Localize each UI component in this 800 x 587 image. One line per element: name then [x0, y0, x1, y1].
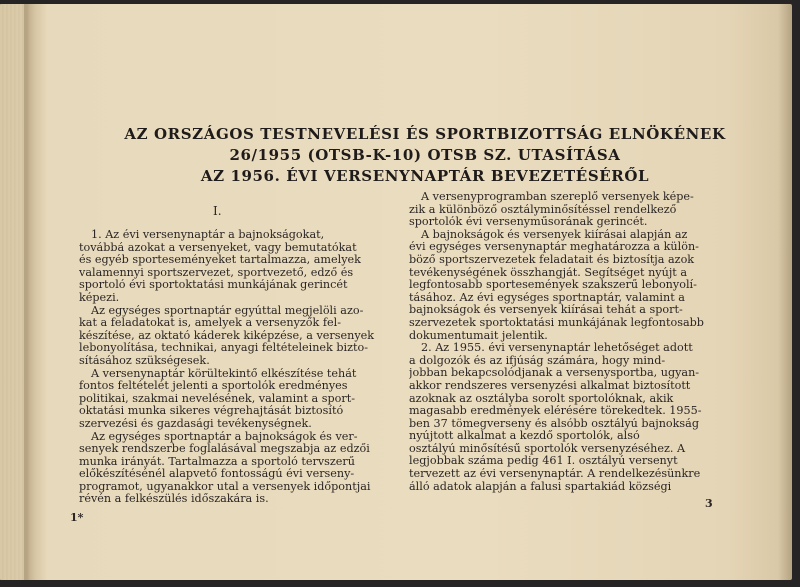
text-line: 2. Az 1955. évi versenynaptár lehetőséget adott: [421, 342, 693, 355]
text-line: 1. Az évi versenynaptár a bajnokságokat,: [91, 229, 325, 241]
text-line: lebonyolítása, technikai, anyagi feltételeinek bizto-: [79, 342, 369, 355]
text-line: sportoló évi sportoktatási munkájának gerincét: [79, 279, 348, 292]
text-line: tásához. Az évi egységes sportnaptár, valamint a: [409, 291, 685, 304]
text-line: senyek rendszerbe foglalásával megszabja az edzői: [79, 443, 370, 456]
text-line: előkészítésénél alapvető fontosságú évi verseny-: [79, 468, 355, 481]
text-line: továbbá azokat a versenyeket, vagy bemutatókat: [79, 241, 357, 254]
page-edges: [0, 4, 24, 580]
text-line: legfontosabb sportesemények szakszerű lebonyolí-: [409, 279, 697, 292]
text-line: zik a különböző osztályminősítéssel rendelkező: [409, 203, 677, 216]
document-title: [60, 124, 790, 187]
text-line: Az egységes sportnaptár a bajnokságok és ver-: [91, 430, 358, 443]
text-line: dokumentumait jelentik.: [409, 329, 548, 342]
title-line: AZ ORSZÁGOS TESTNEVELÉSI ÉS SPORTBIZOTTSÁG ELNÖKÉNEK: [124, 125, 726, 143]
text-line: készítése, az oktató káderek kiképzése, a versenyek: [79, 329, 375, 342]
text-line: szervezési és gazdasági tevékenységnek.: [79, 417, 312, 430]
page-number-left: 1*: [70, 511, 84, 524]
text-line: A versenyprogramban szereplő versenyek képe-: [421, 191, 694, 203]
text-line: álló adatok alapján a falusi spartakiád községi: [409, 480, 672, 493]
text-line: jobban bekapcsolódjanak a versenysportba, ugyan-: [409, 367, 700, 380]
text-line: böző sportszervezetek feladatait és biztosítja azok: [409, 253, 695, 266]
section-heading: I.: [213, 204, 222, 218]
text-line: valamennyi sportszervezet, sportvezető, edző és: [79, 266, 354, 279]
text-line: oktatási munka sikeres végrehajtását biztosító: [79, 405, 344, 418]
text-line: akkor rendszeres versenyzési alkalmat biztosított: [409, 379, 691, 392]
text-line: évi egységes versenynaptár meghatározza a külön-: [409, 241, 699, 254]
text-line: azoknak az osztályba sorolt sportolóknak, akik: [409, 392, 674, 405]
left-column-text: [79, 229, 385, 506]
text-line: bajnokságok és versenyek kiírásai tehát a sport-: [409, 304, 683, 317]
text-line: és egyéb sporteseményeket tartalmazza, amelyek: [79, 254, 361, 267]
text-line: programot, ugyanakkor utal a versenyek időpontjai: [79, 480, 371, 493]
text-line: képezi.: [79, 291, 120, 304]
text-line: A bajnokságok és versenyek kiírásai alapján az: [421, 228, 688, 241]
text-line: magasabb eredmények elérésére törekedtek. 1955-: [409, 405, 702, 418]
title-line: AZ 1956. ÉVI VERSENYNAPTÁR BEVEZETÉSÉRŐL: [200, 167, 650, 185]
text-line: tevékenységének összhangját. Segítséget nyújt a: [409, 266, 688, 279]
text-line: A versenynaptár körültekintő elkészítése tehát: [91, 367, 357, 380]
text-line: Az egységes sportnaptár egyúttal megjelöli azo-: [91, 304, 364, 317]
text-line: révén a felkészülés időszakára is.: [79, 493, 269, 506]
text-line: tervezett az évi versenynaptár. A rendelkezésünkre: [409, 468, 701, 481]
right-column-text: [409, 191, 715, 493]
gutter-shadow: [24, 4, 36, 580]
text-line: ben 37 tömegverseny és alsóbb osztályú bajnokság: [409, 417, 700, 430]
page-edge-shadow: [778, 4, 792, 580]
text-line: fontos feltételét jelenti a sportolók eredményes: [79, 380, 348, 393]
text-line: szervezetek sportoktatási munkájának legfontosabb: [409, 316, 704, 329]
text-line: sportolók évi versenyműsorának gerincét.: [409, 216, 648, 229]
text-line: nyújtott alkalmat a kezdő sportolók, alsó: [409, 430, 640, 443]
text-line: munka irányát. Tartalmazza a sportoló tervszerű: [79, 455, 355, 468]
text-line: legjobbak száma pedig 461 I. osztályú versenyt: [409, 455, 678, 468]
title-line: 26/1955 (OTSB-K-10) OTSB SZ. UTASÍTÁSA: [229, 146, 621, 164]
text-line: osztályú minősítésű sportolók versenyzéséhez. A: [409, 442, 686, 455]
page-number-right: 3: [705, 497, 713, 510]
text-line: a dolgozók és az ifjúság számára, hogy mind-: [409, 354, 666, 367]
text-line: sításához szükségesek.: [79, 354, 210, 367]
text-line: politikai, szakmai nevelésének, valamint a sport-: [79, 392, 355, 405]
text-line: kat a feladatokat is, amelyek a versenyzők fel-: [79, 317, 341, 330]
